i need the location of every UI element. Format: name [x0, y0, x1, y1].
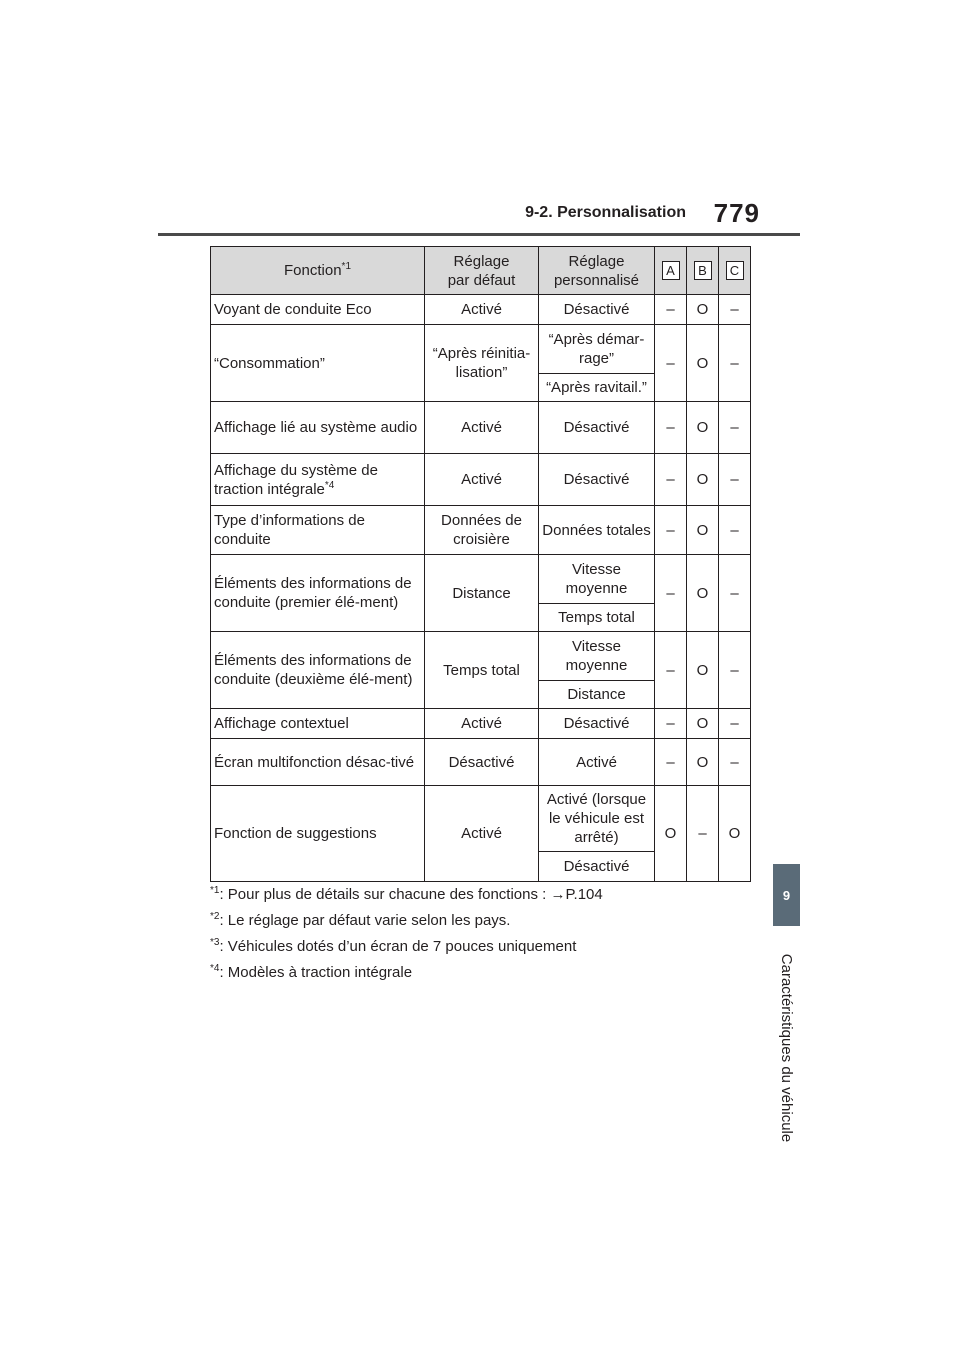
footnote: $^{*3}$: Véhicules dotés d’un écran de 7 pouces uniquement	[210, 937, 577, 955]
cell-a: –	[655, 325, 687, 402]
cell-c: O	[719, 786, 751, 882]
cell-custom: Données totales	[539, 506, 655, 555]
table-row	[211, 454, 751, 506]
table-row	[211, 786, 751, 852]
cell-custom: Désactivé	[539, 454, 655, 506]
table-row	[211, 506, 751, 555]
header-default: Réglage par défaut	[425, 247, 539, 295]
header-custom: Réglage personnalisé	[539, 247, 655, 295]
header-c: C	[719, 247, 751, 295]
cell-a: –	[655, 295, 687, 325]
cell-b: O	[687, 739, 719, 786]
cell-default: Activé	[425, 709, 539, 739]
cell-default: Temps total	[425, 632, 539, 709]
customization-table	[210, 246, 751, 882]
cell-a: –	[655, 402, 687, 454]
cell-b: O	[687, 295, 719, 325]
cell-default: Activé	[425, 786, 539, 882]
page-number: 779	[713, 198, 760, 228]
cell-custom-alt: “Après ravitail.”	[539, 374, 655, 402]
table-row	[211, 739, 751, 786]
table-row	[211, 295, 751, 325]
cell-function: Affichage du système de traction intégrale$^{*4}$	[211, 454, 425, 506]
cell-custom: Activé	[539, 739, 655, 786]
cell-function: Fonction de suggestions	[211, 786, 425, 882]
cell-default: Données de croisière	[425, 506, 539, 555]
cell-default: “Après réinitia-lisation”	[425, 325, 539, 402]
cell-b: –	[687, 786, 719, 882]
cell-default: Activé	[425, 402, 539, 454]
footnote: $^{*2}$: Le réglage par défaut varie selon les pays.	[210, 911, 511, 929]
cell-b: O	[687, 555, 719, 632]
footnote: $^{*4}$: Modèles à traction intégrale	[210, 963, 413, 981]
cell-c: –	[719, 555, 751, 632]
cell-c: –	[719, 295, 751, 325]
cell-custom: Activé (lorsque le véhicule est arrêté)	[539, 786, 655, 852]
cell-a: O	[655, 786, 687, 882]
cell-b: O	[687, 709, 719, 739]
cell-default: Activé	[425, 454, 539, 506]
cell-custom-alt: Désactivé	[539, 852, 655, 882]
cell-function: “Consommation”	[211, 325, 425, 402]
section-title: 9-2. Personnalisation	[525, 204, 686, 221]
table-row	[211, 632, 751, 681]
cell-function: Type d’informations de conduite	[211, 506, 425, 555]
cell-b: O	[687, 506, 719, 555]
cell-function: Éléments des informations de conduite (premier élé-ment)	[211, 555, 425, 632]
chapter-title: Caractéristiques du véhicule	[778, 953, 795, 1143]
cell-default: Désactivé	[425, 739, 539, 786]
footnote: $^{*1}$: Pour plus de détails sur chacune des fonctions : →P.104	[210, 885, 603, 903]
footnote-mark: *1	[210, 885, 220, 896]
cell-custom: Vitesse moyenne	[539, 555, 655, 604]
cell-a: –	[655, 632, 687, 709]
cell-function: Écran multifonction désac-tivé	[211, 739, 425, 786]
header-b: B	[687, 247, 719, 295]
cell-custom: “Après démar-rage”	[539, 325, 655, 374]
header-divider	[158, 233, 800, 236]
table-row	[211, 709, 751, 739]
cell-a: –	[655, 739, 687, 786]
cell-function: Voyant de conduite Eco	[211, 295, 425, 325]
cell-default: Activé	[425, 295, 539, 325]
cell-a: –	[655, 454, 687, 506]
cell-c: –	[719, 325, 751, 402]
cell-function: Affichage contextuel	[211, 709, 425, 739]
header-a: A	[655, 247, 687, 295]
cell-b: O	[687, 325, 719, 402]
cell-c: –	[719, 739, 751, 786]
footnotes	[210, 882, 770, 986]
cell-b: O	[687, 454, 719, 506]
cell-custom: Vitesse moyenne	[539, 632, 655, 681]
footnote-mark: *2	[210, 911, 220, 922]
table-row	[211, 402, 751, 454]
cell-custom: Désactivé	[539, 709, 655, 739]
cell-c: –	[719, 506, 751, 555]
cell-custom-alt: Distance	[539, 681, 655, 709]
cell-custom: Désactivé	[539, 402, 655, 454]
footnote-mark: *3	[210, 937, 220, 948]
cell-c: –	[719, 454, 751, 506]
cell-a: –	[655, 709, 687, 739]
header-function: Fonction$^{*1}$	[211, 247, 425, 295]
cell-b: O	[687, 402, 719, 454]
cell-custom-alt: Temps total	[539, 604, 655, 632]
cell-a: –	[655, 506, 687, 555]
footnote-mark: *4	[210, 963, 220, 974]
cell-function: Éléments des informations de conduite (deuxième élé-ment)	[211, 632, 425, 709]
cell-c: –	[719, 632, 751, 709]
table-row	[211, 555, 751, 604]
cell-b: O	[687, 632, 719, 709]
chapter-tab: 9	[773, 864, 800, 926]
footnote-mark: *4	[324, 479, 335, 491]
cell-c: –	[719, 709, 751, 739]
cell-custom: Désactivé	[539, 295, 655, 325]
footnote-mark: *1	[341, 261, 351, 272]
cell-a: –	[655, 555, 687, 632]
cell-default: Distance	[425, 555, 539, 632]
table-row	[211, 325, 751, 374]
cell-function: Affichage lié au système audio	[211, 402, 425, 454]
cell-c: –	[719, 402, 751, 454]
table-header-row	[211, 247, 751, 295]
